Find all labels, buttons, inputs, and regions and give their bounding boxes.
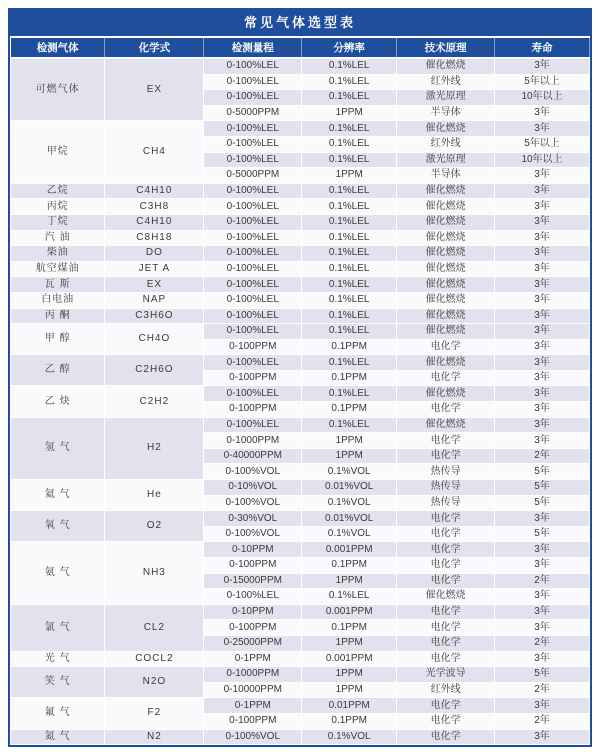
- lifespan-cell: 10年以上: [495, 152, 590, 168]
- range-cell: 0-100PPM: [204, 558, 302, 574]
- lifespan-cell: 3年: [495, 246, 590, 262]
- principle-cell: 热传导: [397, 480, 495, 496]
- table-row: [11, 729, 590, 745]
- lifespan-cell: 3年: [495, 292, 590, 308]
- range-cell: 0-100%LEL: [204, 417, 302, 433]
- resolution-cell: 0.1PPM: [302, 713, 397, 729]
- principle-cell: 电化学: [397, 433, 495, 449]
- resolution-cell: 0.1%LEL: [302, 261, 397, 277]
- gas-cell: 白电油: [11, 292, 105, 308]
- principle-cell: 光学波导: [397, 667, 495, 683]
- resolution-cell: 0.1PPM: [302, 620, 397, 636]
- principle-cell: 电化学: [397, 698, 495, 714]
- principle-cell: 催化燃烧: [397, 183, 495, 199]
- table-row: [11, 292, 590, 308]
- formula-cell: C4H10: [105, 214, 204, 230]
- resolution-cell: 0.1%LEL: [302, 355, 397, 371]
- gas-cell: 光 气: [11, 651, 105, 667]
- range-cell: 0-100%VOL: [204, 729, 302, 745]
- resolution-cell: 0.001PPM: [302, 604, 397, 620]
- principle-cell: 热传导: [397, 495, 495, 511]
- principle-cell: 电化学: [397, 635, 495, 651]
- table-row: [11, 651, 590, 667]
- range-cell: 0-100%LEL: [204, 183, 302, 199]
- range-cell: 0-1000PPM: [204, 433, 302, 449]
- resolution-cell: 1PPM: [302, 667, 397, 683]
- formula-cell: C3H6O: [105, 308, 204, 324]
- resolution-cell: 0.1%VOL: [302, 464, 397, 480]
- resolution-cell: 1PPM: [302, 105, 397, 121]
- resolution-cell: 0.001PPM: [302, 542, 397, 558]
- principle-cell: 催化燃烧: [397, 230, 495, 246]
- formula-cell: CH4O: [105, 324, 204, 355]
- resolution-cell: 0.1%LEL: [302, 136, 397, 152]
- formula-cell: NAP: [105, 292, 204, 308]
- gas-cell: 氟 气: [11, 698, 105, 729]
- lifespan-cell: 3年: [495, 105, 590, 121]
- range-cell: 0-100PPM: [204, 402, 302, 418]
- lifespan-cell: 5年: [495, 464, 590, 480]
- principle-cell: 催化燃烧: [397, 58, 495, 74]
- resolution-cell: 0.1%LEL: [302, 90, 397, 106]
- table-row: [11, 667, 590, 683]
- lifespan-cell: 5年以上: [495, 136, 590, 152]
- column-header: 技术原理: [397, 38, 495, 58]
- lifespan-cell: 3年: [495, 277, 590, 293]
- range-cell: 0-100%LEL: [204, 90, 302, 106]
- range-cell: 0-100%LEL: [204, 246, 302, 262]
- principle-cell: 电化学: [397, 448, 495, 464]
- formula-cell: N2: [105, 729, 204, 745]
- principle-cell: 催化燃烧: [397, 277, 495, 293]
- principle-cell: 催化燃烧: [397, 246, 495, 262]
- table-row: [11, 261, 590, 277]
- formula-cell: EX: [105, 58, 204, 121]
- gas-cell: 丙 酮: [11, 308, 105, 324]
- range-cell: 0-100PPM: [204, 370, 302, 386]
- gas-cell: 氧 气: [11, 511, 105, 542]
- lifespan-cell: 2年: [495, 682, 590, 698]
- principle-cell: 催化燃烧: [397, 589, 495, 605]
- range-cell: 0-100%LEL: [204, 74, 302, 90]
- formula-cell: CL2: [105, 604, 204, 651]
- resolution-cell: 0.1%LEL: [302, 324, 397, 340]
- lifespan-cell: 3年: [495, 214, 590, 230]
- lifespan-cell: 3年: [495, 558, 590, 574]
- lifespan-cell: 3年: [495, 386, 590, 402]
- lifespan-cell: 3年: [495, 199, 590, 215]
- lifespan-cell: 2年: [495, 635, 590, 651]
- principle-cell: 激光原理: [397, 152, 495, 168]
- principle-cell: 催化燃烧: [397, 324, 495, 340]
- formula-cell: C4H10: [105, 183, 204, 199]
- resolution-cell: 0.1PPM: [302, 402, 397, 418]
- principle-cell: 催化燃烧: [397, 261, 495, 277]
- resolution-cell: 0.1%VOL: [302, 526, 397, 542]
- principle-cell: 催化燃烧: [397, 214, 495, 230]
- range-cell: 0-15000PPM: [204, 573, 302, 589]
- range-cell: 0-100%VOL: [204, 495, 302, 511]
- table-row: [11, 511, 590, 527]
- resolution-cell: 0.1%LEL: [302, 308, 397, 324]
- range-cell: 0-100%LEL: [204, 277, 302, 293]
- resolution-cell: 0.1%LEL: [302, 58, 397, 74]
- lifespan-cell: 10年以上: [495, 90, 590, 106]
- resolution-cell: 1PPM: [302, 168, 397, 184]
- column-header: 检测量程: [204, 38, 302, 58]
- resolution-cell: 0.1PPM: [302, 558, 397, 574]
- principle-cell: 电化学: [397, 370, 495, 386]
- lifespan-cell: 3年: [495, 433, 590, 449]
- resolution-cell: 0.1%LEL: [302, 74, 397, 90]
- resolution-cell: 0.1PPM: [302, 370, 397, 386]
- column-header: 化学式: [105, 38, 204, 58]
- range-cell: 0-100%LEL: [204, 386, 302, 402]
- lifespan-cell: 3年: [495, 230, 590, 246]
- lifespan-cell: 3年: [495, 261, 590, 277]
- gas-cell: 丁烷: [11, 214, 105, 230]
- principle-cell: 热传导: [397, 464, 495, 480]
- resolution-cell: 0.1%LEL: [302, 214, 397, 230]
- lifespan-cell: 3年: [495, 729, 590, 745]
- table-row: [11, 480, 590, 496]
- principle-cell: 半导体: [397, 105, 495, 121]
- range-cell: 0-10PPM: [204, 542, 302, 558]
- range-cell: 0-100%LEL: [204, 355, 302, 371]
- formula-cell: C8H18: [105, 230, 204, 246]
- resolution-cell: 1PPM: [302, 635, 397, 651]
- lifespan-cell: 5年: [495, 526, 590, 542]
- principle-cell: 催化燃烧: [397, 417, 495, 433]
- principle-cell: 催化燃烧: [397, 292, 495, 308]
- principle-cell: 电化学: [397, 620, 495, 636]
- range-cell: 0-100%VOL: [204, 526, 302, 542]
- lifespan-cell: 3年: [495, 339, 590, 355]
- formula-cell: O2: [105, 511, 204, 542]
- column-header: 检测气体: [11, 38, 105, 58]
- gas-cell: 汽 油: [11, 230, 105, 246]
- lifespan-cell: 2年: [495, 713, 590, 729]
- table-row: [11, 214, 590, 230]
- principle-cell: 催化燃烧: [397, 121, 495, 137]
- lifespan-cell: 3年: [495, 402, 590, 418]
- gas-cell: 乙 醇: [11, 355, 105, 386]
- range-cell: 0-100PPM: [204, 620, 302, 636]
- resolution-cell: 1PPM: [302, 448, 397, 464]
- formula-cell: F2: [105, 698, 204, 729]
- range-cell: 0-10PPM: [204, 604, 302, 620]
- table-row: [11, 183, 590, 199]
- range-cell: 0-100%LEL: [204, 214, 302, 230]
- lifespan-cell: 3年: [495, 698, 590, 714]
- resolution-cell: 0.1%VOL: [302, 495, 397, 511]
- table-row: [11, 230, 590, 246]
- table-row: [11, 604, 590, 620]
- principle-cell: 红外线: [397, 74, 495, 90]
- table-body: [11, 58, 590, 745]
- resolution-cell: 1PPM: [302, 682, 397, 698]
- table-row: [11, 542, 590, 558]
- gas-cell: 乙烷: [11, 183, 105, 199]
- lifespan-cell: 3年: [495, 183, 590, 199]
- data-table: [10, 38, 590, 745]
- resolution-cell: 0.1%LEL: [302, 121, 397, 137]
- principle-cell: 电化学: [397, 511, 495, 527]
- table-title: 常见气体选型表: [10, 10, 590, 38]
- gas-cell: 柴油: [11, 246, 105, 262]
- principle-cell: 红外线: [397, 136, 495, 152]
- lifespan-cell: 3年: [495, 308, 590, 324]
- table-row: [11, 246, 590, 262]
- lifespan-cell: 3年: [495, 324, 590, 340]
- resolution-cell: 0.1%LEL: [302, 183, 397, 199]
- range-cell: 0-100%LEL: [204, 136, 302, 152]
- gas-cell: 甲 醇: [11, 324, 105, 355]
- range-cell: 0-5000PPM: [204, 105, 302, 121]
- formula-cell: He: [105, 480, 204, 511]
- principle-cell: 催化燃烧: [397, 355, 495, 371]
- formula-cell: COCL2: [105, 651, 204, 667]
- formula-cell: C2H2: [105, 386, 204, 417]
- resolution-cell: 0.1%LEL: [302, 292, 397, 308]
- gas-cell: 氦 气: [11, 480, 105, 511]
- range-cell: 0-1PPM: [204, 698, 302, 714]
- lifespan-cell: 2年: [495, 448, 590, 464]
- range-cell: 0-100%LEL: [204, 308, 302, 324]
- header-row: [11, 38, 590, 58]
- range-cell: 0-10%VOL: [204, 480, 302, 496]
- table-row: [11, 199, 590, 215]
- formula-cell: JET A: [105, 261, 204, 277]
- principle-cell: 电化学: [397, 558, 495, 574]
- range-cell: 0-40000PPM: [204, 448, 302, 464]
- range-cell: 0-100PPM: [204, 713, 302, 729]
- resolution-cell: 0.1%LEL: [302, 386, 397, 402]
- gas-cell: 航空煤油: [11, 261, 105, 277]
- table-row: [11, 417, 590, 433]
- principle-cell: 电化学: [397, 339, 495, 355]
- resolution-cell: 0.1%LEL: [302, 152, 397, 168]
- range-cell: 0-1PPM: [204, 651, 302, 667]
- table-row: [11, 277, 590, 293]
- range-cell: 0-100%LEL: [204, 292, 302, 308]
- table-row: [11, 324, 590, 340]
- principle-cell: 电化学: [397, 542, 495, 558]
- range-cell: 0-100%VOL: [204, 464, 302, 480]
- range-cell: 0-5000PPM: [204, 168, 302, 184]
- table-row: [11, 58, 590, 74]
- gas-cell: 笑 气: [11, 667, 105, 698]
- resolution-cell: 0.1%VOL: [302, 729, 397, 745]
- gas-cell: 氯 气: [11, 604, 105, 651]
- principle-cell: 电化学: [397, 604, 495, 620]
- lifespan-cell: 5年以上: [495, 74, 590, 90]
- range-cell: 0-10000PPM: [204, 682, 302, 698]
- range-cell: 0-100%LEL: [204, 230, 302, 246]
- formula-cell: DO: [105, 246, 204, 262]
- formula-cell: C2H6O: [105, 355, 204, 386]
- range-cell: 0-1000PPM: [204, 667, 302, 683]
- lifespan-cell: 3年: [495, 620, 590, 636]
- gas-cell: 甲烷: [11, 121, 105, 183]
- formula-cell: EX: [105, 277, 204, 293]
- range-cell: 0-100PPM: [204, 339, 302, 355]
- range-cell: 0-100%LEL: [204, 589, 302, 605]
- principle-cell: 红外线: [397, 682, 495, 698]
- lifespan-cell: 2年: [495, 573, 590, 589]
- formula-cell: C3H8: [105, 199, 204, 215]
- lifespan-cell: 5年: [495, 495, 590, 511]
- principle-cell: 催化燃烧: [397, 199, 495, 215]
- range-cell: 0-100%LEL: [204, 261, 302, 277]
- lifespan-cell: 3年: [495, 417, 590, 433]
- table-row: [11, 308, 590, 324]
- gas-cell: 丙烷: [11, 199, 105, 215]
- lifespan-cell: 5年: [495, 480, 590, 496]
- principle-cell: 电化学: [397, 713, 495, 729]
- principle-cell: 电化学: [397, 402, 495, 418]
- resolution-cell: 0.1%LEL: [302, 230, 397, 246]
- lifespan-cell: 3年: [495, 604, 590, 620]
- principle-cell: 催化燃烧: [397, 386, 495, 402]
- lifespan-cell: 3年: [495, 121, 590, 137]
- range-cell: 0-30%VOL: [204, 511, 302, 527]
- lifespan-cell: 3年: [495, 589, 590, 605]
- lifespan-cell: 3年: [495, 542, 590, 558]
- table-row: [11, 355, 590, 371]
- principle-cell: 电化学: [397, 573, 495, 589]
- resolution-cell: 0.01%VOL: [302, 480, 397, 496]
- lifespan-cell: 5年: [495, 667, 590, 683]
- gas-cell: 可燃气体: [11, 58, 105, 121]
- formula-cell: CH4: [105, 121, 204, 183]
- resolution-cell: 1PPM: [302, 573, 397, 589]
- gas-cell: 氨 气: [11, 542, 105, 604]
- gas-cell: 瓦 斯: [11, 277, 105, 293]
- resolution-cell: 0.1%LEL: [302, 417, 397, 433]
- range-cell: 0-100%LEL: [204, 199, 302, 215]
- resolution-cell: 0.01%VOL: [302, 511, 397, 527]
- principle-cell: 催化燃烧: [397, 308, 495, 324]
- column-header: 分辨率: [302, 38, 397, 58]
- table-header: [11, 38, 590, 58]
- lifespan-cell: 3年: [495, 511, 590, 527]
- resolution-cell: 0.1%LEL: [302, 199, 397, 215]
- resolution-cell: 0.1%LEL: [302, 589, 397, 605]
- lifespan-cell: 3年: [495, 168, 590, 184]
- principle-cell: 电化学: [397, 729, 495, 745]
- lifespan-cell: 3年: [495, 370, 590, 386]
- range-cell: 0-100%LEL: [204, 152, 302, 168]
- resolution-cell: 0.001PPM: [302, 651, 397, 667]
- table-row: [11, 386, 590, 402]
- lifespan-cell: 3年: [495, 651, 590, 667]
- gas-cell: 氢 气: [11, 417, 105, 479]
- range-cell: 0-100%LEL: [204, 121, 302, 137]
- principle-cell: 半导体: [397, 168, 495, 184]
- gas-cell: 氮 气: [11, 729, 105, 745]
- gas-selection-table: [8, 8, 592, 747]
- formula-cell: NH3: [105, 542, 204, 604]
- resolution-cell: 0.1PPM: [302, 339, 397, 355]
- range-cell: 0-25000PPM: [204, 635, 302, 651]
- principle-cell: 电化学: [397, 526, 495, 542]
- resolution-cell: 0.01PPM: [302, 698, 397, 714]
- table-row: [11, 698, 590, 714]
- resolution-cell: 0.1%LEL: [302, 246, 397, 262]
- formula-cell: H2: [105, 417, 204, 479]
- resolution-cell: 1PPM: [302, 433, 397, 449]
- lifespan-cell: 3年: [495, 58, 590, 74]
- principle-cell: 电化学: [397, 651, 495, 667]
- resolution-cell: 0.1%LEL: [302, 277, 397, 293]
- range-cell: 0-100%LEL: [204, 58, 302, 74]
- lifespan-cell: 3年: [495, 355, 590, 371]
- formula-cell: N2O: [105, 667, 204, 698]
- gas-cell: 乙 炔: [11, 386, 105, 417]
- column-header: 寿命: [495, 38, 590, 58]
- range-cell: 0-100%LEL: [204, 324, 302, 340]
- table-row: [11, 121, 590, 137]
- principle-cell: 激光原理: [397, 90, 495, 106]
